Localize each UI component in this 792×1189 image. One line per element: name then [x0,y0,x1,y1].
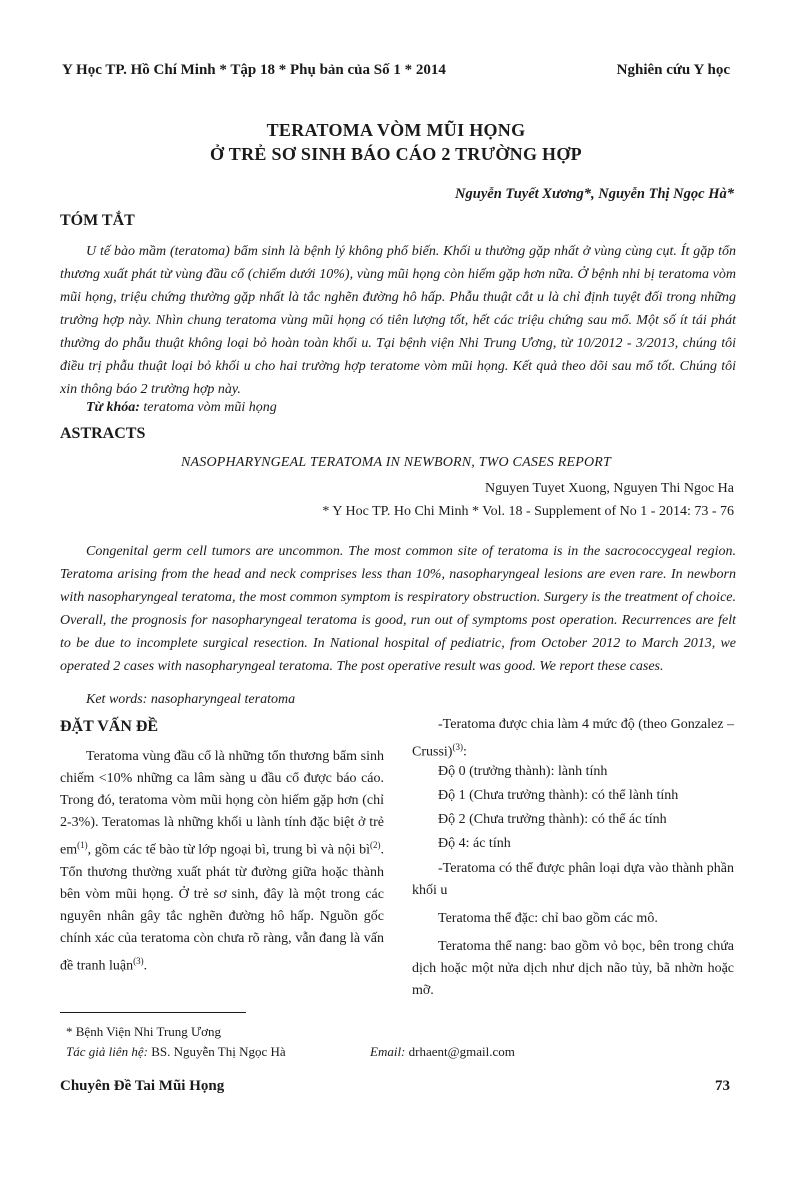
contact-value: BS. Nguyễn Thị Ngọc Hà [147,1044,286,1059]
footnote-affiliation: * Bệnh Viện Nhi Trung Ương [66,1024,221,1039]
summary-keywords [86,400,277,416]
running-footer-topic: Chuyên Đề Tai Mũi Họng [60,1078,225,1094]
abstract-citation: * Y Hoc TP. Ho Chi Minh * Vol. 18 - Supplement of No 1 - 2014: 73 - 76 [322,504,734,519]
footnote-contact [66,1044,286,1060]
abstract-heading: ASTRACTS [60,425,146,442]
solid-type: Teratoma thể đặc: chỉ bao gồm các mô. [438,911,658,926]
keywords-value: teratoma vòm mũi họng [139,400,277,415]
article-title [0,118,792,166]
grade-item: Độ 2 (Chưa trưởng thành): có thể ác tính [438,812,667,827]
intro-left-column [60,746,384,977]
cystic-type: Teratoma thể nang: bao gồm vỏ bọc, bên trong chứa dịch hoặc một nửa dịch như dịch não tủy, bã nhờn hoặc mỡ. [412,939,734,998]
citation-ref: (3) [452,742,463,752]
citation-ref: (1) [77,840,88,850]
grades-intro: -Teratoma được chia làm 4 mức độ (theo Gonzalez – Crussi)$^{(3)}$: [412,717,734,760]
summary-body: U tế bào mầm (teratoma) bẩm sinh là bệnh lý không phổ biến. Khối u thường gặp nhất ở vùng cùng cụt. Ít gặp tổn thương xuất phát từ vùng đầu cổ (chiếm dưới 10%), vùng mũi họng còn hiếm gặp hơn nữa. Ở bệnh nhi bị teratoma vòm mũi họng, triệu chứng thường gặp nhất là tắc nghẽn đường hô hấp. Phẫu thuật cắt u là chỉ định tuyệt đối trong những trường hợp này. Nhìn chung teratoma vùng mũi họng có tiên lượng tốt, hết các triệu chứng sau mổ. Một số ít tái phát thường do phẫu thuật không loại bỏ hoàn toàn khối u. Tại bệnh viện Nhi Trung Ương, từ 10/2012 - 3/2013, chúng tôi điều trị phẫu thuật loại bỏ khối u cho hai trường hợp teratome vòm mũi họng. Kết quả theo dõi sau mổ tốt. Chúng tôi xin thông báo 2 trường hợp này. [60,244,736,397]
abstract-body: Congenital germ cell tumors are uncommon. The most common site of teratoma is in the sacrococcygeal region. Teratoma arising from the head and neck comprises less than 10%, nasopharyngeal lesions are even rare. In newborn with nasopharyngeal teratoma, the most common symptom is respiratory obstruction. Surgery is the treatment of choice. Overall, the prognosis for nasopharyngeal teratoma is good, run out of symptoms post operation. Recurrences are felt to be due to incomplete surgical resection. In National hospital of pediatric, from October 2012 to March 2013, we operated 2 cases with nasopharyngeal teratoma. The post operative result was good. We report these cases. [60,544,736,674]
classification-intro: -Teratoma có thể được phân loại dựa vào thành phần khối u [412,861,734,898]
keywords-label: Từ khóa: [86,400,140,415]
email-label: Email: [370,1044,406,1059]
classification-text [412,858,734,1002]
footnote-rule [60,1012,246,1013]
running-header-journal: Y Học TP. Hồ Chí Minh * Tập 18 * Phụ bản của Số 1 * 2014 [62,62,446,78]
author-list: Nguyễn Tuyết Xương*, Nguyễn Thị Ngọc Hà* [455,186,734,202]
intro-paragraph: Teratoma vùng đầu cổ là những tổn thương bẩm sinh chiếm <10% những ca lâm sàng u đầu cổ được báo cáo. Trong đó, teratoma vòm mũi họng còn hiếm gặp hơn (chỉ 2-3%). Teratomas là những khối u lành tính đặc biệt ở trẻ $em^{(1)}$, gồm các tế bào từ lớp ngoại bì, trung bì và nội $bì^{(2)}$. Tổn thương thường xuất phát từ đường giữa hoặc thành bên vòm mũi họng. Ở trẻ sơ sinh, đây là một trong các nguyên nhân gây tắc nghẽn đường hô hấp. Nguồn gốc chính xác của teratoma còn chưa rõ ràng, vẫn đang là vấn đề tranh luận$^{(3)}$. [60,749,384,974]
grade-item: Độ 4: ác tính [438,836,511,851]
contact-label: Tác giả liên hệ: [66,1044,148,1059]
abstract-keywords: Ket words: nasopharyngeal teratoma [86,692,296,707]
email-value: drhaent@gmail.com [405,1044,515,1059]
title-line-2: Ở TRẺ SƠ SINH BÁO CÁO 2 TRƯỜNG HỢP [210,144,582,164]
intro-heading: ĐẶT VẤN ĐỀ [60,718,159,735]
citation-ref: (2) [370,840,381,850]
summary-heading: TÓM TẮT [60,212,135,229]
footnote-email [370,1044,515,1060]
page-number: 73 [715,1078,730,1094]
intro-right-column [412,714,734,764]
running-header-section: Nghiên cứu Y học [616,62,730,78]
abstract-title: NASOPHARYNGEAL TERATOMA IN NEWBORN, TWO CASES REPORT [180,455,612,470]
abstract-authors: Nguyen Tuyet Xuong, Nguyen Thi Ngoc Ha [484,481,734,496]
title-line-1: TERATOMA VÒM MŨI HỌNG [266,120,526,140]
citation-ref: (3) [133,955,144,966]
grade-item: Độ 0 (trưởng thành): lành tính [438,764,608,779]
grade-item: Độ 1 (Chưa trưởng thành): có thể lành tính [438,788,679,803]
